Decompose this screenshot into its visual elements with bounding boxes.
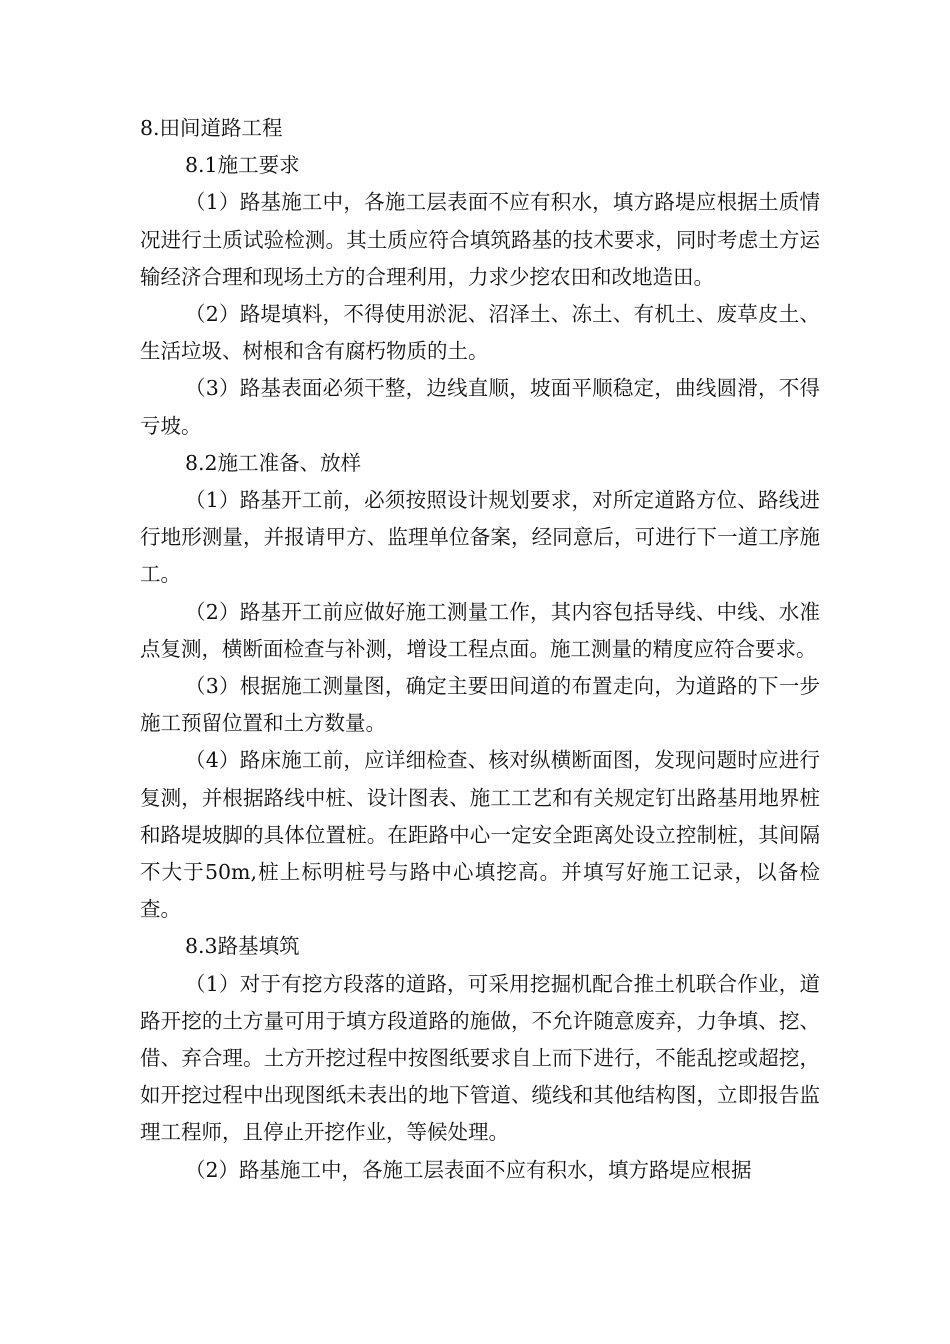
paragraph: （2）路基施工中，各施工层表面不应有积水，填方路堤应根据 [185, 1157, 752, 1182]
paragraph: （1）路基开工前，必须按照设计规划要求，对所定道路方位、路线进行地形测量，并报请甲方、监理单位备案，经同意后，可进行下一道工序施工。 [140, 488, 820, 587]
paragraph: （3）路基表面必须干整，边线直顺，坡面平顺稳定，曲线圆滑，不得亏坡。 [140, 376, 820, 438]
document-body [140, 110, 820, 1189]
subsection-heading-8-3: 8.3路基填筑 [185, 934, 300, 959]
paragraph: （4）路床施工前，应详细检查、核对纵横断面图，发现问题时应进行复测，并根据路线中桩、设计图表、施工工艺和有关规定钉出路基用地界桩和路堤坡脚的具体位置桩。在距路中心一定安全距离处设立控制桩，其间隔不大于50m,桩上标明桩号与路中心填挖高。并填写好施工记录，以备检查。 [140, 748, 820, 922]
section-title: 8.田间道路工程 [140, 116, 283, 140]
paragraph: （2）路堤填料，不得使用淤泥、沼泽土、冻土、有机土、废草皮土、生活垃圾、树根和含有腐朽物质的土。 [140, 302, 820, 364]
subsection-heading-8-2: 8.2施工准备、放样 [185, 450, 362, 475]
paragraph: （1）路基施工中，各施工层表面不应有积水，填方路堤应根据土质情况进行土质试验检测。其土质应符合填筑路基的技术要求，同时考虑土方运输经济合理和现场土方的合理利用，力求少挖农田和改地造田。 [140, 190, 820, 289]
subsection-heading-8-1: 8.1施工要求 [185, 153, 300, 178]
paragraph: （1）对于有挖方段落的道路，可采用挖掘机配合推土机联合作业，道路开挖的土方量可用于填方段道路的施做，不允许随意废弃，力争填、挖、借、弃合理。土方开挖过程中按图纸要求自上而下进行，不能乱挖或超挖，如开挖过程中出现图纸未表出的地下管道、缆线和其他结构图，立即报告监理工程师，且停止开挖作业，等候处理。 [140, 971, 820, 1145]
paragraph: （3）根据施工测量图，确定主要田间道的布置走向，为道路的下一步施工预留位置和土方数量。 [140, 674, 820, 736]
paragraph: （2）路基开工前应做好施工测量工作，其内容包括导线、中线、水准点复测，横断面检查与补测，增设工程点面。施工测量的精度应符合要求。 [140, 599, 820, 661]
